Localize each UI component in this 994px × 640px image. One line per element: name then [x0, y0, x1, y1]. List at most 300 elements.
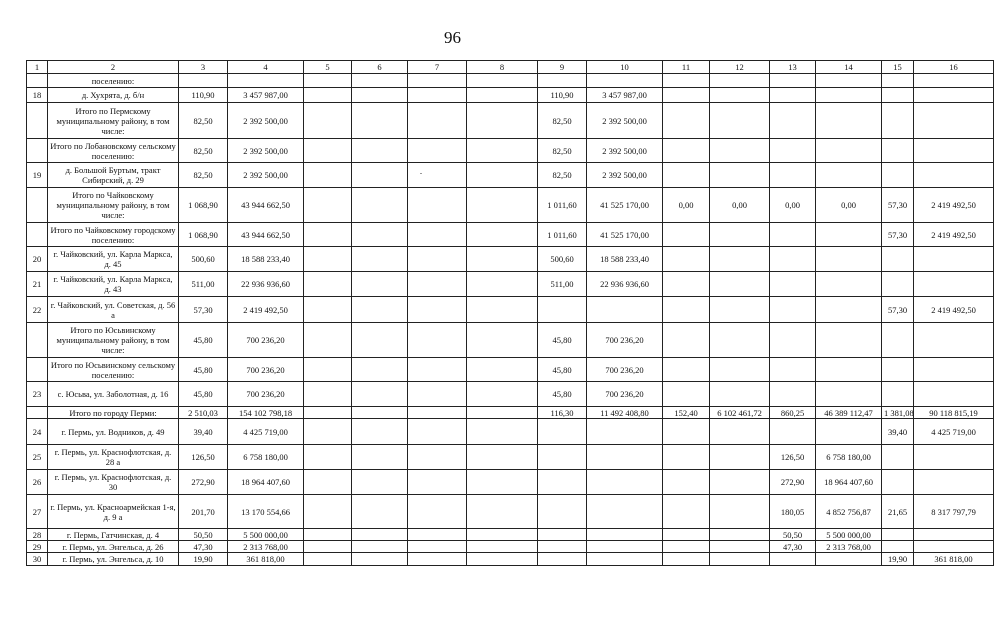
- value-cell: [352, 223, 408, 247]
- value-cell: 126,50: [179, 445, 228, 470]
- value-cell: [467, 407, 538, 419]
- value-cell: [663, 382, 710, 407]
- value-cell: 116,30: [538, 407, 587, 419]
- value-cell: [408, 382, 467, 407]
- value-cell: [304, 188, 352, 223]
- value-cell: [408, 74, 467, 88]
- value-cell: [408, 445, 467, 470]
- value-cell: [467, 541, 538, 553]
- value-cell: 511,00: [179, 272, 228, 297]
- value-cell: [816, 382, 882, 407]
- value-cell: [304, 247, 352, 272]
- value-cell: [882, 74, 914, 88]
- value-cell: [882, 88, 914, 103]
- value-cell: 43 944 662,50: [228, 188, 304, 223]
- value-cell: [408, 223, 467, 247]
- value-cell: [816, 88, 882, 103]
- value-cell: 201,70: [179, 495, 228, 529]
- value-cell: 82,50: [538, 163, 587, 188]
- value-cell: 47,30: [770, 541, 816, 553]
- value-cell: 4 425 719,00: [914, 419, 994, 445]
- table-row: [27, 297, 994, 323]
- value-cell: [304, 223, 352, 247]
- table-row: [27, 445, 994, 470]
- value-cell: 82,50: [179, 103, 228, 139]
- value-cell: [467, 297, 538, 323]
- column-number-11: 11: [663, 61, 710, 74]
- value-cell: 13 170 554,66: [228, 495, 304, 529]
- value-cell: [816, 297, 882, 323]
- value-cell: [770, 419, 816, 445]
- value-cell: [352, 139, 408, 163]
- value-cell: [538, 553, 587, 566]
- value-cell: 8 317 797,79: [914, 495, 994, 529]
- value-cell: [408, 88, 467, 103]
- value-cell: 57,30: [179, 297, 228, 323]
- value-cell: [770, 74, 816, 88]
- value-cell: [587, 541, 663, 553]
- value-cell: 126,50: [770, 445, 816, 470]
- table-row: [27, 470, 994, 495]
- value-cell: [770, 139, 816, 163]
- value-cell: [352, 470, 408, 495]
- table-row: [27, 163, 994, 188]
- value-cell: 57,30: [882, 188, 914, 223]
- table-row: [27, 382, 994, 407]
- value-cell: 2 313 768,00: [228, 541, 304, 553]
- value-cell: 1 068,90: [179, 223, 228, 247]
- object-name-cell: г. Чайковский, ул. Советская, д. 56 а: [48, 297, 179, 323]
- value-cell: 45,80: [179, 382, 228, 407]
- value-cell: [710, 382, 770, 407]
- row-number-cell: 20: [27, 247, 48, 272]
- value-cell: [408, 103, 467, 139]
- row-number-cell: 25: [27, 445, 48, 470]
- value-cell: 860,25: [770, 407, 816, 419]
- value-cell: [816, 247, 882, 272]
- value-cell: [587, 74, 663, 88]
- value-cell: [770, 103, 816, 139]
- value-cell: 11 492 408,80: [587, 407, 663, 419]
- value-cell: [304, 74, 352, 88]
- value-cell: [710, 495, 770, 529]
- value-cell: 21,65: [882, 495, 914, 529]
- value-cell: 2 419 492,50: [228, 297, 304, 323]
- value-cell: [408, 139, 467, 163]
- value-cell: [587, 297, 663, 323]
- value-cell: [352, 188, 408, 223]
- column-number-8: 8: [467, 61, 538, 74]
- page-number: 96: [444, 28, 461, 47]
- value-cell: [770, 247, 816, 272]
- value-cell: [352, 553, 408, 566]
- object-name-cell: г. Пермь, ул. Краснофлотская, д. 28 а: [48, 445, 179, 470]
- value-cell: [663, 445, 710, 470]
- table-row: [27, 272, 994, 297]
- value-cell: [914, 382, 994, 407]
- table-row: [27, 495, 994, 529]
- value-cell: [304, 139, 352, 163]
- value-cell: [663, 323, 710, 358]
- value-cell: 0,00: [816, 188, 882, 223]
- value-cell: [663, 74, 710, 88]
- value-cell: 700 236,20: [587, 358, 663, 382]
- value-cell: [467, 495, 538, 529]
- table-row: [27, 358, 994, 382]
- value-cell: 2 419 492,50: [914, 297, 994, 323]
- value-cell: [408, 188, 467, 223]
- value-cell: [408, 529, 467, 541]
- value-cell: 180,05: [770, 495, 816, 529]
- value-cell: [587, 553, 663, 566]
- value-cell: [914, 103, 994, 139]
- value-cell: 154 102 798,18: [228, 407, 304, 419]
- row-number-cell: 27: [27, 495, 48, 529]
- value-cell: [304, 445, 352, 470]
- value-cell: [538, 419, 587, 445]
- object-name-cell: г. Пермь, ул. Красноармейская 1-я, д. 9 а: [48, 495, 179, 529]
- value-cell: [352, 419, 408, 445]
- value-cell: [663, 247, 710, 272]
- value-cell: [914, 445, 994, 470]
- value-cell: [467, 272, 538, 297]
- value-cell: 4 852 756,87: [816, 495, 882, 529]
- value-cell: 41 525 170,00: [587, 188, 663, 223]
- row-number-cell: 18: [27, 88, 48, 103]
- value-cell: [408, 358, 467, 382]
- value-cell: 272,90: [770, 470, 816, 495]
- value-cell: [352, 74, 408, 88]
- value-cell: [914, 272, 994, 297]
- value-cell: [304, 553, 352, 566]
- table-row: [27, 223, 994, 247]
- value-cell: [770, 553, 816, 566]
- value-cell: [352, 445, 408, 470]
- value-cell: 45,80: [538, 382, 587, 407]
- object-name-cell: г. Чайковский, ул. Карла Маркса, д. 45: [48, 247, 179, 272]
- table-row: [27, 103, 994, 139]
- column-number-1: 1: [27, 61, 48, 74]
- value-cell: 2 392 500,00: [587, 103, 663, 139]
- table-row: [27, 74, 994, 88]
- value-cell: 4 425 719,00: [228, 419, 304, 445]
- scan-speck: [420, 173, 422, 174]
- value-cell: [914, 323, 994, 358]
- value-cell: 82,50: [538, 139, 587, 163]
- row-number-cell: [27, 188, 48, 223]
- table-row: [27, 323, 994, 358]
- value-cell: 700 236,20: [228, 323, 304, 358]
- value-cell: [710, 74, 770, 88]
- value-cell: [228, 74, 304, 88]
- value-cell: [408, 407, 467, 419]
- value-cell: [538, 470, 587, 495]
- value-cell: [710, 103, 770, 139]
- row-number-cell: 26: [27, 470, 48, 495]
- value-cell: 1 011,60: [538, 223, 587, 247]
- value-cell: [663, 223, 710, 247]
- value-cell: [816, 272, 882, 297]
- value-cell: [538, 495, 587, 529]
- value-cell: 41 525 170,00: [587, 223, 663, 247]
- row-number-cell: 23: [27, 382, 48, 407]
- value-cell: [408, 541, 467, 553]
- column-number-5: 5: [304, 61, 352, 74]
- value-cell: [408, 297, 467, 323]
- value-cell: [710, 358, 770, 382]
- value-cell: [467, 470, 538, 495]
- object-name-cell: Итого по Чайковскому муниципальному району, в том числе:: [48, 188, 179, 223]
- value-cell: 82,50: [538, 103, 587, 139]
- value-cell: [914, 74, 994, 88]
- value-cell: 45,80: [179, 358, 228, 382]
- value-cell: [467, 188, 538, 223]
- object-name-cell: г. Пермь, Гатчинская, д. 4: [48, 529, 179, 541]
- value-cell: 45,80: [538, 323, 587, 358]
- value-cell: [538, 445, 587, 470]
- value-cell: [304, 358, 352, 382]
- column-number-15: 15: [882, 61, 914, 74]
- value-cell: 18 588 233,40: [587, 247, 663, 272]
- value-cell: 5 500 000,00: [228, 529, 304, 541]
- value-cell: [710, 223, 770, 247]
- value-cell: [914, 88, 994, 103]
- value-cell: [663, 470, 710, 495]
- value-cell: [914, 358, 994, 382]
- value-cell: 45,80: [179, 323, 228, 358]
- value-cell: 6 758 180,00: [228, 445, 304, 470]
- row-number-cell: 21: [27, 272, 48, 297]
- row-number-cell: [27, 74, 48, 88]
- value-cell: 700 236,20: [228, 382, 304, 407]
- housing-program-table: [26, 60, 994, 566]
- value-cell: [914, 541, 994, 553]
- value-cell: 19,90: [882, 553, 914, 566]
- value-cell: 45,80: [538, 358, 587, 382]
- value-cell: [882, 529, 914, 541]
- value-cell: [710, 297, 770, 323]
- value-cell: 22 936 936,60: [587, 272, 663, 297]
- value-cell: [408, 272, 467, 297]
- value-cell: [352, 358, 408, 382]
- column-number-6: 6: [352, 61, 408, 74]
- value-cell: [882, 247, 914, 272]
- value-cell: [538, 541, 587, 553]
- value-cell: 2 419 492,50: [914, 223, 994, 247]
- column-number-9: 9: [538, 61, 587, 74]
- value-cell: [914, 139, 994, 163]
- value-cell: [882, 163, 914, 188]
- value-cell: [663, 419, 710, 445]
- value-cell: [770, 358, 816, 382]
- value-cell: 46 389 112,47: [816, 407, 882, 419]
- value-cell: [816, 553, 882, 566]
- value-cell: [304, 163, 352, 188]
- object-name-cell: г. Пермь, ул. Энгельса, д. 26: [48, 541, 179, 553]
- value-cell: [710, 419, 770, 445]
- value-cell: [882, 470, 914, 495]
- value-cell: [408, 495, 467, 529]
- value-cell: [304, 297, 352, 323]
- column-number-3: 3: [179, 61, 228, 74]
- value-cell: [408, 247, 467, 272]
- value-cell: [710, 529, 770, 541]
- value-cell: 152,40: [663, 407, 710, 419]
- value-cell: [710, 139, 770, 163]
- value-cell: 6 102 461,72: [710, 407, 770, 419]
- value-cell: [352, 247, 408, 272]
- value-cell: 50,50: [770, 529, 816, 541]
- value-cell: [914, 163, 994, 188]
- table-row: [27, 139, 994, 163]
- value-cell: [770, 323, 816, 358]
- value-cell: [587, 495, 663, 529]
- value-cell: [408, 323, 467, 358]
- value-cell: 57,30: [882, 297, 914, 323]
- value-cell: 361 818,00: [914, 553, 994, 566]
- value-cell: [770, 88, 816, 103]
- object-name-cell: Итого по Пермскому муниципальному району, в том числе:: [48, 103, 179, 139]
- column-number-7: 7: [408, 61, 467, 74]
- column-number-13: 13: [770, 61, 816, 74]
- value-cell: [467, 529, 538, 541]
- value-cell: 2 392 500,00: [587, 139, 663, 163]
- column-number-16: 16: [914, 61, 994, 74]
- value-cell: [467, 139, 538, 163]
- value-cell: 1 068,90: [179, 188, 228, 223]
- value-cell: 82,50: [179, 139, 228, 163]
- value-cell: [816, 103, 882, 139]
- value-cell: [467, 103, 538, 139]
- value-cell: [710, 470, 770, 495]
- row-number-cell: [27, 223, 48, 247]
- value-cell: [816, 74, 882, 88]
- value-cell: [538, 529, 587, 541]
- value-cell: [663, 529, 710, 541]
- value-cell: [663, 103, 710, 139]
- value-cell: [467, 445, 538, 470]
- value-cell: [882, 358, 914, 382]
- value-cell: 0,00: [663, 188, 710, 223]
- value-cell: [304, 272, 352, 297]
- column-number-2: 2: [48, 61, 179, 74]
- value-cell: 2 392 500,00: [228, 163, 304, 188]
- value-cell: 700 236,20: [228, 358, 304, 382]
- value-cell: 110,90: [538, 88, 587, 103]
- object-name-cell: д. Большой Буртым, тракт Сибирский, д. 29: [48, 163, 179, 188]
- table-row: [27, 529, 994, 541]
- value-cell: [467, 163, 538, 188]
- value-cell: [304, 103, 352, 139]
- object-name-cell: с. Юсьва, ул. Заболотная, д. 16: [48, 382, 179, 407]
- table-row: [27, 541, 994, 553]
- value-cell: [587, 445, 663, 470]
- value-cell: [352, 297, 408, 323]
- value-cell: [882, 445, 914, 470]
- value-cell: 22 936 936,60: [228, 272, 304, 297]
- value-cell: [538, 74, 587, 88]
- value-cell: 18 964 407,60: [816, 470, 882, 495]
- table-row: [27, 407, 994, 419]
- value-cell: 700 236,20: [587, 323, 663, 358]
- value-cell: [467, 553, 538, 566]
- value-cell: [352, 541, 408, 553]
- value-cell: [352, 272, 408, 297]
- value-cell: 0,00: [710, 188, 770, 223]
- value-cell: [663, 272, 710, 297]
- value-cell: [770, 163, 816, 188]
- value-cell: [304, 382, 352, 407]
- value-cell: [914, 470, 994, 495]
- value-cell: [304, 323, 352, 358]
- value-cell: [467, 74, 538, 88]
- table-row: [27, 553, 994, 566]
- column-number-10: 10: [587, 61, 663, 74]
- value-cell: 272,90: [179, 470, 228, 495]
- value-cell: [710, 323, 770, 358]
- value-cell: [467, 358, 538, 382]
- value-cell: [770, 297, 816, 323]
- value-cell: 0,00: [770, 188, 816, 223]
- value-cell: [587, 529, 663, 541]
- value-cell: 2 419 492,50: [914, 188, 994, 223]
- value-cell: 500,60: [179, 247, 228, 272]
- value-cell: 1 011,60: [538, 188, 587, 223]
- value-cell: [408, 163, 467, 188]
- value-cell: [710, 163, 770, 188]
- column-number-12: 12: [710, 61, 770, 74]
- column-number-14: 14: [816, 61, 882, 74]
- value-cell: [467, 247, 538, 272]
- value-cell: 18 964 407,60: [228, 470, 304, 495]
- value-cell: [352, 163, 408, 188]
- value-cell: [663, 163, 710, 188]
- object-name-cell: г. Пермь, ул. Краснофлотская, д. 30: [48, 470, 179, 495]
- value-cell: 57,30: [882, 223, 914, 247]
- value-cell: [408, 470, 467, 495]
- value-cell: 50,50: [179, 529, 228, 541]
- value-cell: [770, 223, 816, 247]
- value-cell: [663, 358, 710, 382]
- value-cell: [710, 272, 770, 297]
- value-cell: [710, 247, 770, 272]
- value-cell: 3 457 987,00: [587, 88, 663, 103]
- value-cell: [304, 470, 352, 495]
- value-cell: 19,90: [179, 553, 228, 566]
- object-name-cell: г. Пермь, ул. Водников, д. 49: [48, 419, 179, 445]
- value-cell: [663, 297, 710, 323]
- value-cell: 5 500 000,00: [816, 529, 882, 541]
- row-number-cell: 24: [27, 419, 48, 445]
- value-cell: [710, 445, 770, 470]
- row-number-cell: [27, 103, 48, 139]
- value-cell: [408, 419, 467, 445]
- object-name-cell: Итого по городу Перми:: [48, 407, 179, 419]
- value-cell: [816, 358, 882, 382]
- value-cell: [352, 382, 408, 407]
- value-cell: [710, 88, 770, 103]
- value-cell: [352, 495, 408, 529]
- value-cell: [304, 541, 352, 553]
- value-cell: [467, 419, 538, 445]
- value-cell: [352, 407, 408, 419]
- value-cell: [587, 419, 663, 445]
- value-cell: [663, 88, 710, 103]
- value-cell: 39,40: [882, 419, 914, 445]
- value-cell: 39,40: [179, 419, 228, 445]
- value-cell: [467, 382, 538, 407]
- object-name-cell: д. Хухрята, д. б/н: [48, 88, 179, 103]
